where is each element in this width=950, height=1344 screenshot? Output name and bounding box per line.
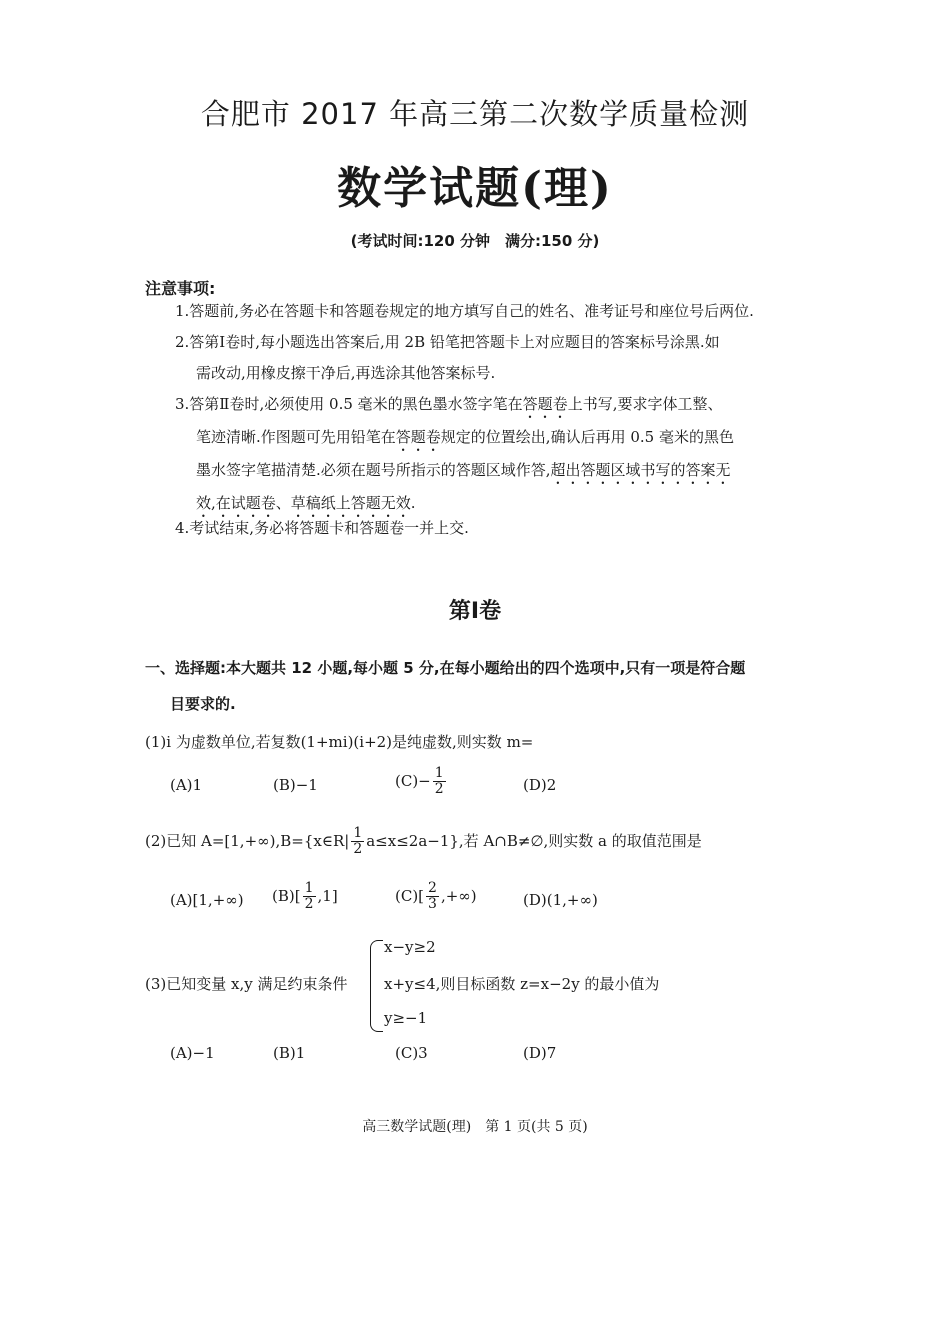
constraint-2-and-question: x+y≤4,则目标函数 z=x−2y 的最小值为 xyxy=(384,975,660,993)
question-1-option-a: (A)1 xyxy=(170,776,203,794)
notice-item-2-line-2: 需改动,用橡皮擦干净后,再选涂其他答案标号. xyxy=(196,364,496,382)
notice-text: 规定的位置绘出,确认后再用 0.5 毫米的黑色 xyxy=(440,428,734,446)
page-title: 数学试题(理) xyxy=(337,163,613,214)
notice-text: 上书写,要求字体工整、 xyxy=(567,395,723,413)
fraction-numerator: 1 xyxy=(304,880,314,896)
fraction xyxy=(426,881,439,913)
constraint-3: y≥−1 xyxy=(384,1009,428,1027)
fraction-denominator: 2 xyxy=(353,841,363,858)
question-3-option-a: (A)−1 xyxy=(170,1044,215,1062)
notice-text: . xyxy=(410,494,416,512)
emphasis-text: 超出答题区域书写的答案无 xyxy=(550,461,731,479)
notice-heading: 注意事项: xyxy=(145,279,216,298)
notice-item-1-text: 1.答题前,务必在答题卡和答题卷规定的地方填写自己的姓名、准考证号和座位号后两位. xyxy=(175,302,754,320)
question-2-option-a: (A)[1,+∞) xyxy=(170,891,244,909)
notice-item-3-line-1 xyxy=(175,395,722,413)
part-heading: 一、选择题:本大题共 12 小题,每小题 5 分,在每小题给出的四个选项中,只有一项是符合题 xyxy=(145,659,746,677)
part-heading-continued: 目要求的. xyxy=(170,695,236,713)
option-label: (C)− xyxy=(395,771,431,790)
emphasis-text: 效,在试题卷、草稿纸上答题无效 xyxy=(196,494,411,512)
fraction-numerator: 2 xyxy=(428,880,437,896)
emphasis-text: 答题卷 xyxy=(395,428,441,446)
question-1-option-d: (D)2 xyxy=(523,776,557,794)
question-1-option-b: (B)−1 xyxy=(273,776,318,794)
stem-text: a≤x≤2a−1},若 A∩B≠∅,则实数 a 的取值范围是 xyxy=(366,831,702,850)
notice-item-3-line-3 xyxy=(175,455,807,488)
fraction-numerator: 1 xyxy=(353,825,363,841)
exam-time-and-score: (考试时间:120 分钟 满分:150 分) xyxy=(350,232,600,250)
question-2-option-c xyxy=(395,881,477,913)
fraction xyxy=(351,826,364,858)
question-2-option-b xyxy=(272,881,338,913)
question-3-option-b: (B)1 xyxy=(273,1044,306,1062)
notice-item-2-line-1: 2.答第Ⅰ卷时,每小题选出答案后,用 2B 铅笔把答题卡上对应题目的答案标号涂黑.如 xyxy=(175,333,720,351)
constraint-brace xyxy=(370,940,383,1032)
fraction-denominator: 2 xyxy=(434,781,444,798)
question-1-stem: (1)i 为虚数单位,若复数(1+mi)(i+2)是纯虚数,则实数 m= xyxy=(145,733,534,751)
question-2-option-d: (D)(1,+∞) xyxy=(523,891,598,909)
emphasis-text: 答题卷 xyxy=(522,395,568,413)
option-text: ,1] xyxy=(317,886,338,905)
notice-item-4 xyxy=(175,513,807,544)
notice-text: 墨水签字笔描清楚.必须在题号所指示的答题区域作答, xyxy=(196,461,551,479)
notice-item-2 xyxy=(175,327,807,389)
question-3-option-d: (D)7 xyxy=(523,1044,557,1062)
question-3-option-c: (C)3 xyxy=(395,1044,428,1062)
section-title: 第Ⅰ卷 xyxy=(448,599,502,624)
notice-text: 笔迹清晰.作图题可先用铅笔在 xyxy=(196,428,396,446)
fraction-numerator: 1 xyxy=(434,765,444,781)
notice-item-3-line-2 xyxy=(175,422,807,455)
notice-item-4-text: 4.考试结束,务必将答题卡和答题卷一并上交. xyxy=(175,519,469,537)
constraint-1: x−y≥2 xyxy=(384,938,436,956)
fraction-denominator: 2 xyxy=(304,896,314,913)
stem-text: (2)已知 A=[1,+∞),B={x∈R| xyxy=(145,831,350,850)
fraction xyxy=(433,766,446,798)
option-label: (C)[ xyxy=(395,886,425,905)
exam-series-header: 合肥市 2017 年高三第二次数学质量检测 xyxy=(200,97,750,131)
fraction xyxy=(303,881,316,913)
notice-text: 3.答第Ⅱ卷时,必须使用 0.5 毫米的黑色墨水签字笔在 xyxy=(175,395,523,413)
option-label: (B)[ xyxy=(272,886,301,905)
question-1-option-c xyxy=(395,766,448,798)
question-3-stem: (3)已知变量 x,y 满足约束条件 xyxy=(145,975,348,993)
fraction-denominator: 3 xyxy=(428,896,437,913)
notice-item-3 xyxy=(175,389,807,521)
page-footer: 高三数学试题(理) 第 1 页(共 5 页) xyxy=(362,1119,588,1135)
question-2-stem xyxy=(145,826,702,858)
notice-item-1 xyxy=(175,296,807,327)
option-text: ,+∞) xyxy=(440,886,477,905)
